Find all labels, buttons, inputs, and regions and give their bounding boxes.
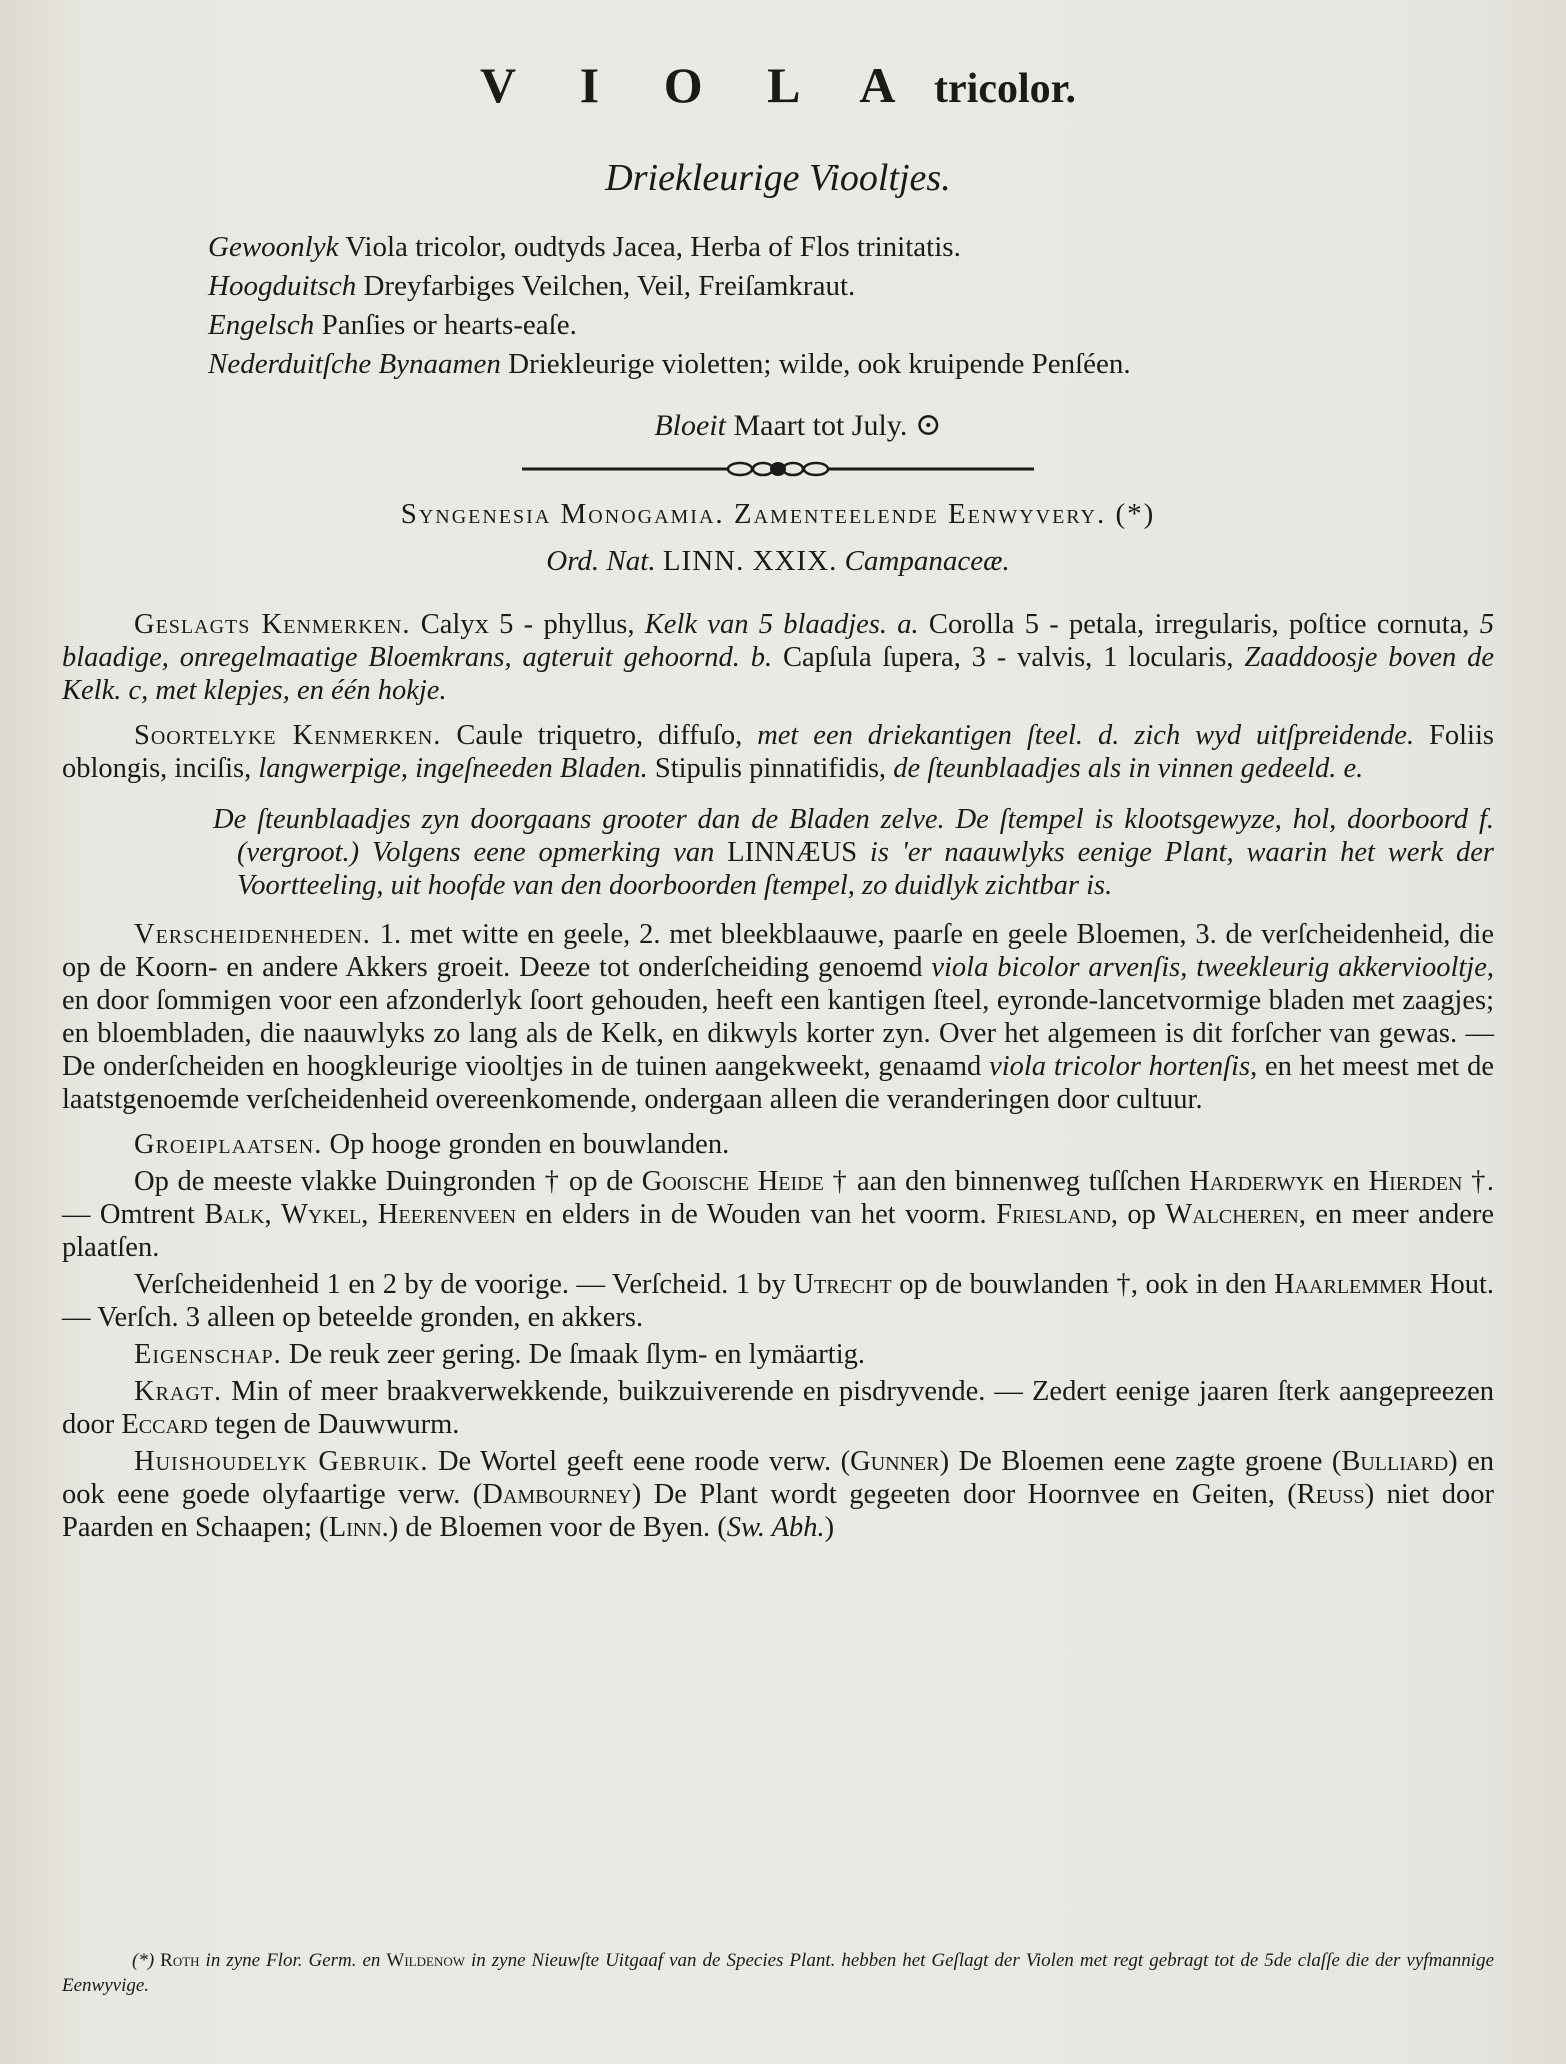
text: Calyx 5 - phyllus, xyxy=(410,609,645,640)
person-name: Eccard xyxy=(121,1409,208,1440)
effect-paragraph xyxy=(62,1375,1494,1441)
place-name: Friesland xyxy=(996,1199,1111,1230)
text: in zyne Flor. Germ. en xyxy=(199,1950,387,1971)
person-name: Bulliard xyxy=(1341,1446,1449,1477)
section-head: Verscheidenheden. xyxy=(134,919,371,950)
text: ) De Bloemen eene zagte groene ( xyxy=(939,1446,1342,1477)
common-names xyxy=(208,228,1494,384)
person-name: Reuss xyxy=(1296,1479,1365,1510)
person-name: Linn. xyxy=(328,1512,389,1543)
text: †. — Omtrent xyxy=(62,1166,1494,1230)
text: Foliis oblongis, inciſis, xyxy=(62,720,1494,784)
text: Capſula ſupera, 3 - valvis, 1 locularis, xyxy=(772,642,1245,673)
section-head: Kragt. xyxy=(134,1376,223,1407)
text: Corolla 5 - petala, irregularis, poſtice cornuta, xyxy=(918,609,1480,640)
name-label: Engelsch xyxy=(208,309,315,341)
species-characters xyxy=(62,719,1494,785)
text: † aan den binnenweg tuſſchen xyxy=(823,1166,1190,1197)
italic-text: Kelk van 5 blaadjes. a. xyxy=(644,609,919,640)
place-name: Walcheren xyxy=(1165,1199,1299,1230)
text: en xyxy=(1324,1166,1369,1197)
title-species: tricolor. xyxy=(934,66,1076,112)
place-name: Heerenveen xyxy=(377,1199,517,1230)
ornament-divider xyxy=(518,458,1038,480)
place-name: Wykel xyxy=(280,1199,362,1230)
text: Hout. — Verſch. 3 alleen op beteelde gronden, en akkers. xyxy=(62,1269,1494,1333)
name-text: Driekleurige violetten; wilde, ook kruipende Penſéen. xyxy=(500,348,1131,380)
genus-characters xyxy=(62,608,1494,707)
italic-text: Sw. Abh. xyxy=(726,1512,825,1543)
text: , op xyxy=(1110,1199,1166,1230)
ord-linn: LINN. XXIX. xyxy=(662,545,838,577)
text: ) en ook eene goede olyfaartige verw. ( xyxy=(62,1446,1494,1510)
text: Min of meer braakverwekkende, buikzuiverende en pisdryvende. — Zedert eenige jaaren ſterk aangepreezen door xyxy=(62,1376,1494,1440)
text: ) xyxy=(824,1512,835,1543)
name-label: Hoogduitsch xyxy=(208,270,357,302)
footnote xyxy=(62,1948,1494,1998)
text: Op de meeste vlakke Duingronden † op de xyxy=(134,1166,642,1197)
text: , en door ſommigen voor een afzonderlyk ſoort gehouden, heeft een kantigen ſteel, eyronde-lancetvormige bladen met zaagjes; en bloembladen, die naauwlyks zo lang als de Kelk, en dikwyls korter zyn. Over het algemeen is dit forſcher van gewas. — De onderſcheiden en hoogkleurige viooltjes in de tuinen aangekweekt, genaamd xyxy=(62,952,1494,1082)
person-name: Roth xyxy=(160,1950,200,1971)
text: Stipulis pinnatifidis, xyxy=(647,753,894,784)
text: is 'er naauwlyks eenige Plant, waarin het werk der Voortteeling, uit hoofde van den doorboorden ſtempel, zo duidlyk zichtbar is. xyxy=(237,837,1494,901)
place-name: Harderwyk xyxy=(1189,1166,1325,1197)
varieties-paragraph xyxy=(62,918,1494,1116)
footnote-marker: (*) xyxy=(132,1950,161,1971)
name-line xyxy=(208,267,1494,306)
place-name: Hierden xyxy=(1368,1166,1463,1197)
household-use-paragraph xyxy=(62,1445,1494,1544)
place-name: Gooische Heide xyxy=(641,1166,824,1197)
text: , xyxy=(264,1199,281,1230)
section-head: Groeiplaatsen. xyxy=(134,1129,323,1160)
name-label: Nederduitſche Bynaamen xyxy=(208,348,501,380)
name-text: Panſies or hearts-eaſe. xyxy=(314,309,577,341)
note-paragraph xyxy=(213,803,1494,902)
page-title xyxy=(62,52,1494,122)
text: De Wortel geeft eene roode verw. ( xyxy=(428,1446,851,1477)
ord-label: Ord. Nat. xyxy=(546,545,656,577)
annual-symbol-icon: ⊙ xyxy=(914,406,942,442)
text: De ſteunblaadjes zyn doorgaans grooter dan de Bladen zelve. De ſtempel is klootsgewyze, hol, doorboord f. (vergroot.) Volgens eene opmerking van xyxy=(213,804,1494,868)
varieties-locations-paragraph xyxy=(62,1268,1494,1334)
name-label: Gewoonlyk xyxy=(208,231,339,263)
bloom-label: Bloeit xyxy=(654,409,726,442)
section-head: Eigenschap. xyxy=(134,1339,282,1370)
text: en elders in de Wouden van het voorm. xyxy=(516,1199,997,1230)
text: 1. met witte en geele, 2. met bleekblaauwe, paarſe en geele Bloemen, 3. de verſcheidenheid, die op de Koorn- en andere Akkers groeit. Deeze tot onderſcheiding genoemd xyxy=(62,919,1494,983)
text: ) De Plant wordt gegeeten door Hoornvee en Geiten, ( xyxy=(631,1479,1297,1510)
name-line xyxy=(208,345,1494,384)
natural-order xyxy=(62,540,1494,582)
subtitle: Driekleurige Viooltjes. xyxy=(605,157,951,199)
name-text: Dreyfarbiges Veilchen, Veil, Freiſamkraut. xyxy=(356,270,856,302)
habitat-paragraph xyxy=(62,1128,1494,1161)
name-text: Viola tricolor, oudtyds Jacea, Herba of Flos trinitatis. xyxy=(338,231,961,263)
bloom-text: Maart tot July. xyxy=(725,409,908,442)
text: op de bouwlanden †, ook in den xyxy=(891,1269,1275,1300)
name-line xyxy=(208,228,1494,267)
italic-text: viola bicolor arvenſis, tweekleurig akkerviooltje xyxy=(931,952,1487,983)
person-name: LINNÆUS xyxy=(727,837,858,868)
title-genus: V I O L A xyxy=(480,57,922,113)
linnaean-class: Syngenesia Monogamia. Zamenteelende Eenwyvery. (*) xyxy=(400,498,1156,530)
section-head: Huishoudelyk Gebruik. xyxy=(134,1446,429,1477)
text: , en het meest met de laatstgenoemde verſcheidenheid overeenkomende, ondergaan alleen die veranderingen door cultuur. xyxy=(62,1051,1494,1115)
place-name: Utrecht xyxy=(793,1269,892,1300)
text: ) de Bloemen voor de Byen. ( xyxy=(388,1512,727,1543)
italic-text: langwerpige, ingeſneeden Bladen. xyxy=(258,753,648,784)
text: Op hooge gronden en bouwlanden. xyxy=(322,1129,730,1160)
name-line xyxy=(208,306,1494,345)
text: De reuk zeer gering. De ſmaak ſlym- en lymäartig. xyxy=(281,1339,866,1370)
place-name: Balk xyxy=(204,1199,265,1230)
property-paragraph xyxy=(62,1338,1494,1371)
person-name: Wildenow xyxy=(386,1950,466,1971)
place-name: Haarlemmer xyxy=(1274,1269,1423,1300)
locations-paragraph xyxy=(62,1165,1494,1264)
text: , en meer andere plaatſen. xyxy=(62,1199,1495,1263)
section-head: Geslagts Kenmerken. xyxy=(134,609,411,640)
ord-family: Campanaceæ. xyxy=(844,545,1010,577)
text: ) niet door Paarden en Schaapen; ( xyxy=(62,1479,1495,1543)
text: Caule triquetro, diffuſo, xyxy=(441,720,758,751)
italic-text: viola tricolor hortenſis xyxy=(989,1051,1251,1082)
italic-text: 5 blaadige, onregelmaatige Bloemkrans, agteruit gehoornd. b. xyxy=(62,609,1494,673)
bloom-line xyxy=(62,402,1494,448)
text: , xyxy=(361,1199,378,1230)
italic-text: de ſteunblaadjes als in vinnen gedeeld. e. xyxy=(893,753,1364,784)
person-name: Dambourney xyxy=(482,1479,632,1510)
italic-text: met een driekantigen ſteel. d. zich wyd uitſpreidende. xyxy=(757,720,1415,751)
person-name: Gunner xyxy=(850,1446,940,1477)
italic-text: Zaaddoosje boven de Kelk. c, met klepjes, en één hokje. xyxy=(62,642,1494,706)
text: tegen de Dauwwurm. xyxy=(207,1409,460,1440)
section-head: Soortelyke Kenmerken. xyxy=(134,720,442,751)
text: Verſcheidenheid 1 en 2 by de voorige. — Verſcheid. 1 by xyxy=(134,1269,794,1300)
text: in zyne Nieuwſte Uitgaaf van de Species Plant. hebben het Geſlagt der Violen met regt gebragt tot de 5de claſſe die der vyfmannige Eenwyvige. xyxy=(62,1950,1494,1996)
